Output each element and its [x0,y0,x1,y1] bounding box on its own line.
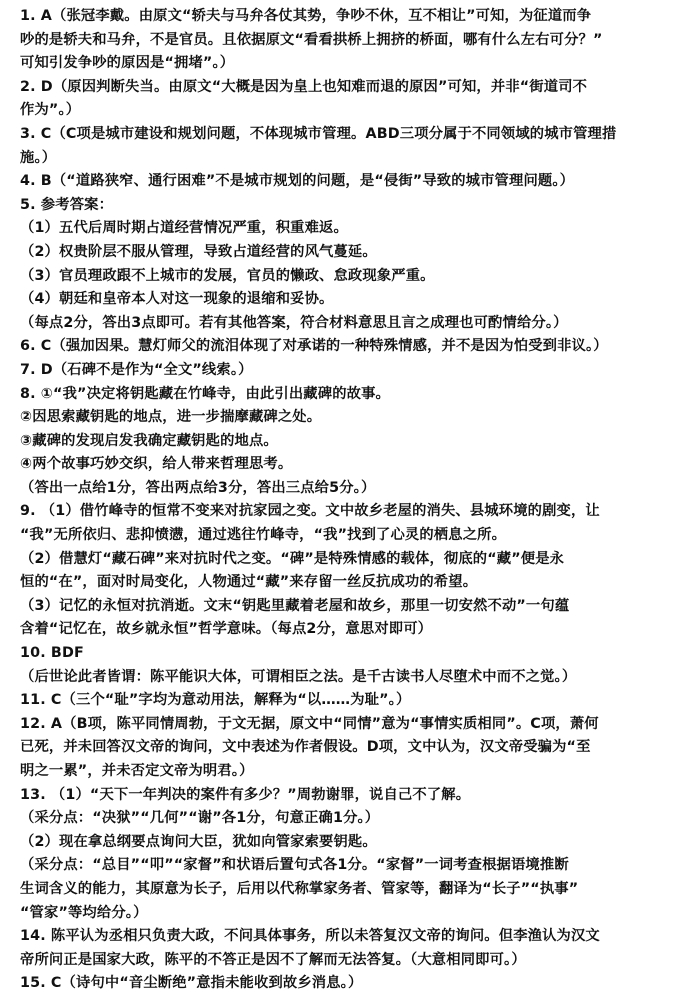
text-line: 2. D（原因判断失当。由原文“大概是因为皇上也知难而退的原因”可知，并非“街道司不 [20,78,588,95]
text-line: （答出一点给1分，答出两点给3分，答出三点给5分。） [20,479,376,496]
text-line: 6. C（强加因果。慧灯师父的流泪体现了对承诺的一种特殊情感，并不是因为怕受到非议。） [20,338,608,355]
text-line: （3）官员理政跟不上城市的发展，官员的懒政、怠政现象严重。 [20,267,435,284]
text-line: ③藏碑的发现启发我确定藏钥匙的地点。 [20,432,278,449]
text-line: 帝所问正是国家大政，陈平的不答正是因不了解而无法答复。（大意相同即可。） [20,951,526,968]
text-line: （3）记忆的永恒对抗消逝。文末“钥匙里藏着老屋和故乡，那里一切安然不动”一句蕴 [20,597,570,614]
text-line: “管家”等均给分。） [20,904,148,921]
text-line: （每点2分，答出3点即可。若有其他答案，符合材料意思且言之成理也可酌情给分。） [20,314,568,331]
text-line: 已死，并未回答汉文帝的询问，文中表述为作者假设。D项，文中认为，汉文帝受骗为“至 [20,739,591,756]
text-line: 生词含义的能力，其原意为长子，后用以代称掌家务者、管家等，翻译为“长子”“执事” [20,880,579,897]
text-line: （后世论此者皆谓：陈平能识大体，可谓相臣之法。是千古读书人尽堕术中而不之觉。） [20,668,577,685]
text-line: 恒的“在”，面对时局变化，人物通过“藏”来存留一丝反抗成功的希望。 [20,574,478,591]
text-line: （采分点：“决狱”“几何”“谢”各1分，句意正确1分。） [20,810,380,827]
text-line: 作为”。） [20,102,81,119]
text-line: ②因思索藏钥匙的地点，进一步揣摩藏碑之处。 [20,409,322,426]
text-line: 10. BDF [20,645,84,662]
text-line: 15. C（诗句中“音尘断绝”意指未能收到故乡消息。） [20,975,363,992]
text-line: 11. C（三个“耻”字均为意动用法，解释为“以……为耻”。） [20,692,411,709]
text-line: 12. A（B项，陈平同情周勃，于文无据，原文中“同情”意为“事情实质相同”。C项，萧何 [20,715,599,732]
text-line: 施。） [20,149,57,166]
text-line: 吵的是轿夫和马弁，不是官员。且依据原文“看看拱桥上拥挤的桥面，哪有什么左右可分？” [20,31,603,48]
text-line: 7. D（石碑不是作为“全文”线索。） [20,361,253,378]
text-line: 4. B（“道路狭窄、通行困难”不是城市规划的问题，是“侵街”导致的城市管理问题。） [20,173,575,190]
text-line: 含着“记忆在，故乡就永恒”哲学意味。（每点2分，意思对即可） [20,621,433,638]
text-line: “我”无所依归、悲抑愤懑，通过逃往竹峰寺，“我”找到了心灵的栖息之所。 [20,527,507,544]
text-line: （4）朝廷和皇帝本人对这一现象的退缩和妥协。 [20,291,334,308]
text-line: 3. C（C项是城市建设和规划问题，不体现城市管理。ABD三项分属于不同领域的城市管理措 [20,125,617,142]
text-line: 14. 陈平认为丞相只负责大政，不问具体事务，所以未答复汉文帝的询问。但李渔认为汉文 [20,928,600,945]
text-line: 9. （1）借竹峰寺的恒常不变来对抗家园之变。文中故乡老屋的消失、县城环境的剧变，让 [20,503,600,520]
text-line: 可知引发争吵的原因是“拥堵”。） [20,55,235,72]
text-line: ④两个故事巧妙交织，给人带来哲理思考。 [20,456,293,473]
text-line: 8. ①“我”决定将钥匙藏在竹峰寺，由此引出藏碑的故事。 [20,385,390,402]
text-line: （2）权贵阶层不服从管理，导致占道经营的风气蔓延。 [20,243,377,260]
text-line: （采分点：“总目”“叩”“家督”和状语后置句式各1分。“家督”一词考查根据语境推断 [20,857,569,874]
text-line: 5. 参考答案： [20,196,114,213]
text-line: 13. （1）“天下一年判决的案件有多少？”周勃谢罪，说自己不了解。 [20,786,471,803]
text-line: 明之一累”，并未否定文帝为明君。） [20,763,254,779]
text-line: （1）五代后周时期占道经营情况严重，积重难返。 [20,220,348,237]
text-line: 1. A（张冠李戴。由原文“轿夫与马弁各仗其势，争吵不休，互不相让”可知，为征道而争 [20,8,592,24]
text-line: （2）现在拿总纲要点询问大臣，犹如向管家索要钥匙。 [20,833,377,850]
text-line: （2）借慧灯“藏石碑”来对抗时代之变。“碑”是特殊情感的载体，彻底的“藏”便是永 [20,550,565,567]
